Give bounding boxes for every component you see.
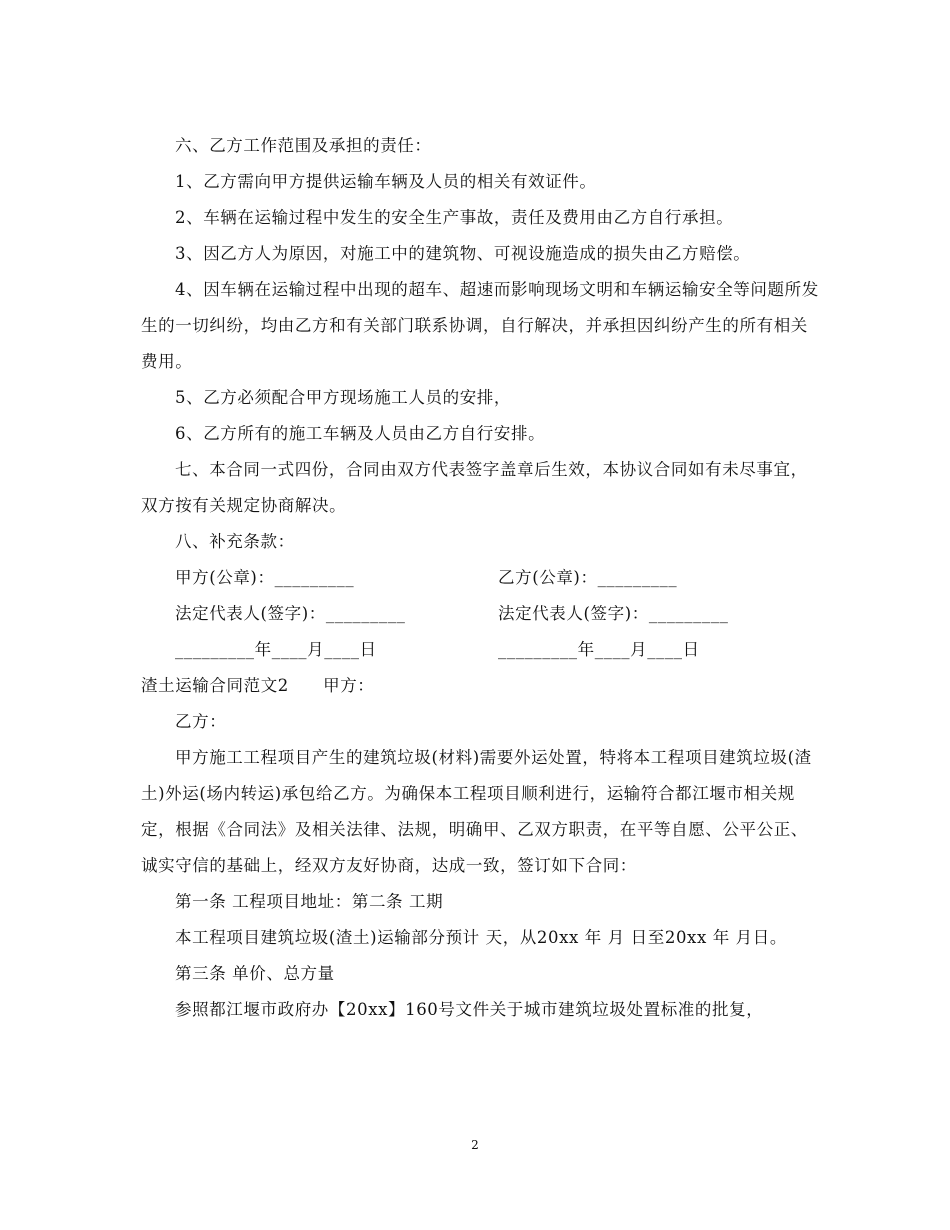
section-6-item-4: 4、因车辆在运输过程中出现的超车、超速而影响现场文明和车辆运输安全等问题所发生的一切纠纷，均由乙方和有关部门联系协调，自行解决，并承担因纠纷产生的所有相关费用。 xyxy=(141,280,819,371)
page-number: 2 xyxy=(471,1138,479,1152)
contract-2-party-b: 乙方： xyxy=(175,712,227,731)
section-6-heading: 六、乙方工作范围及承担的责任： xyxy=(175,136,432,155)
signature-rep-row xyxy=(141,596,821,632)
section-8: 八、补充条款： xyxy=(175,532,295,551)
party-a-seal: 甲方(公章)：_________ xyxy=(175,568,355,587)
party-b-date: _________年____月____日 xyxy=(498,640,700,659)
signature-date-row xyxy=(141,632,821,668)
section-6-item-3: 3、因乙方人为原因，对施工中的建筑物、可视设施造成的损失由乙方赔偿。 xyxy=(175,244,751,263)
signature-seal-row xyxy=(141,560,821,596)
party-a-date: _________年____月____日 xyxy=(175,640,377,659)
contract-2-title: 渣土运输合同范文2 甲方： xyxy=(141,676,375,695)
section-6-item-1: 1、乙方需向甲方提供运输车辆及人员的相关有效证件。 xyxy=(175,172,597,191)
article-3: 第三条 单价、总方量 xyxy=(175,964,335,983)
party-b-seal: 乙方(公章)：_________ xyxy=(498,568,678,587)
construction-period: 本工程项目建筑垃圾(渣土)运输部分预计 天，从20xx 年 月 日至20xx 年 月日。 xyxy=(175,928,787,947)
article-1-2: 第一条 工程项目地址：第二条 工期 xyxy=(175,892,444,911)
contract-2-intro: 甲方施工工程项目产生的建筑垃圾(材料)需要外运处置，特将本工程项目建筑垃圾(渣土)外运(场内转运)承包给乙方。为确保本工程项目顺利进行，运输符合都江堰市相关规定，根据《合同法》及相关法律、法规，明确甲、乙双方职责，在平等自愿、公平公正、诚实守信的基础上，经双方友好协商，达成一致，签订如下合同： xyxy=(141,748,812,875)
party-b-representative: 法定代表人(签字)：_________ xyxy=(498,604,729,623)
section-6-item-5: 5、乙方必须配合甲方现场施工人员的安排， xyxy=(175,388,511,407)
section-6-item-2: 2、车辆在运输过程中发生的安全生产事故，责任及费用由乙方自行承担。 xyxy=(175,208,734,227)
section-7: 七、本合同一式四份，合同由双方代表签字盖章后生效，本协议合同如有未尽事宜，双方按有关规定协商解决。 xyxy=(141,460,808,515)
document-body xyxy=(141,128,821,1028)
reference-clause: 参照都江堰市政府办【20xx】160号文件关于城市建筑垃圾处置标准的批复， xyxy=(175,1000,764,1019)
party-a-representative: 法定代表人(签字)：_________ xyxy=(175,604,406,623)
section-6-item-6: 6、乙方所有的施工车辆及人员由乙方自行安排。 xyxy=(175,424,546,443)
